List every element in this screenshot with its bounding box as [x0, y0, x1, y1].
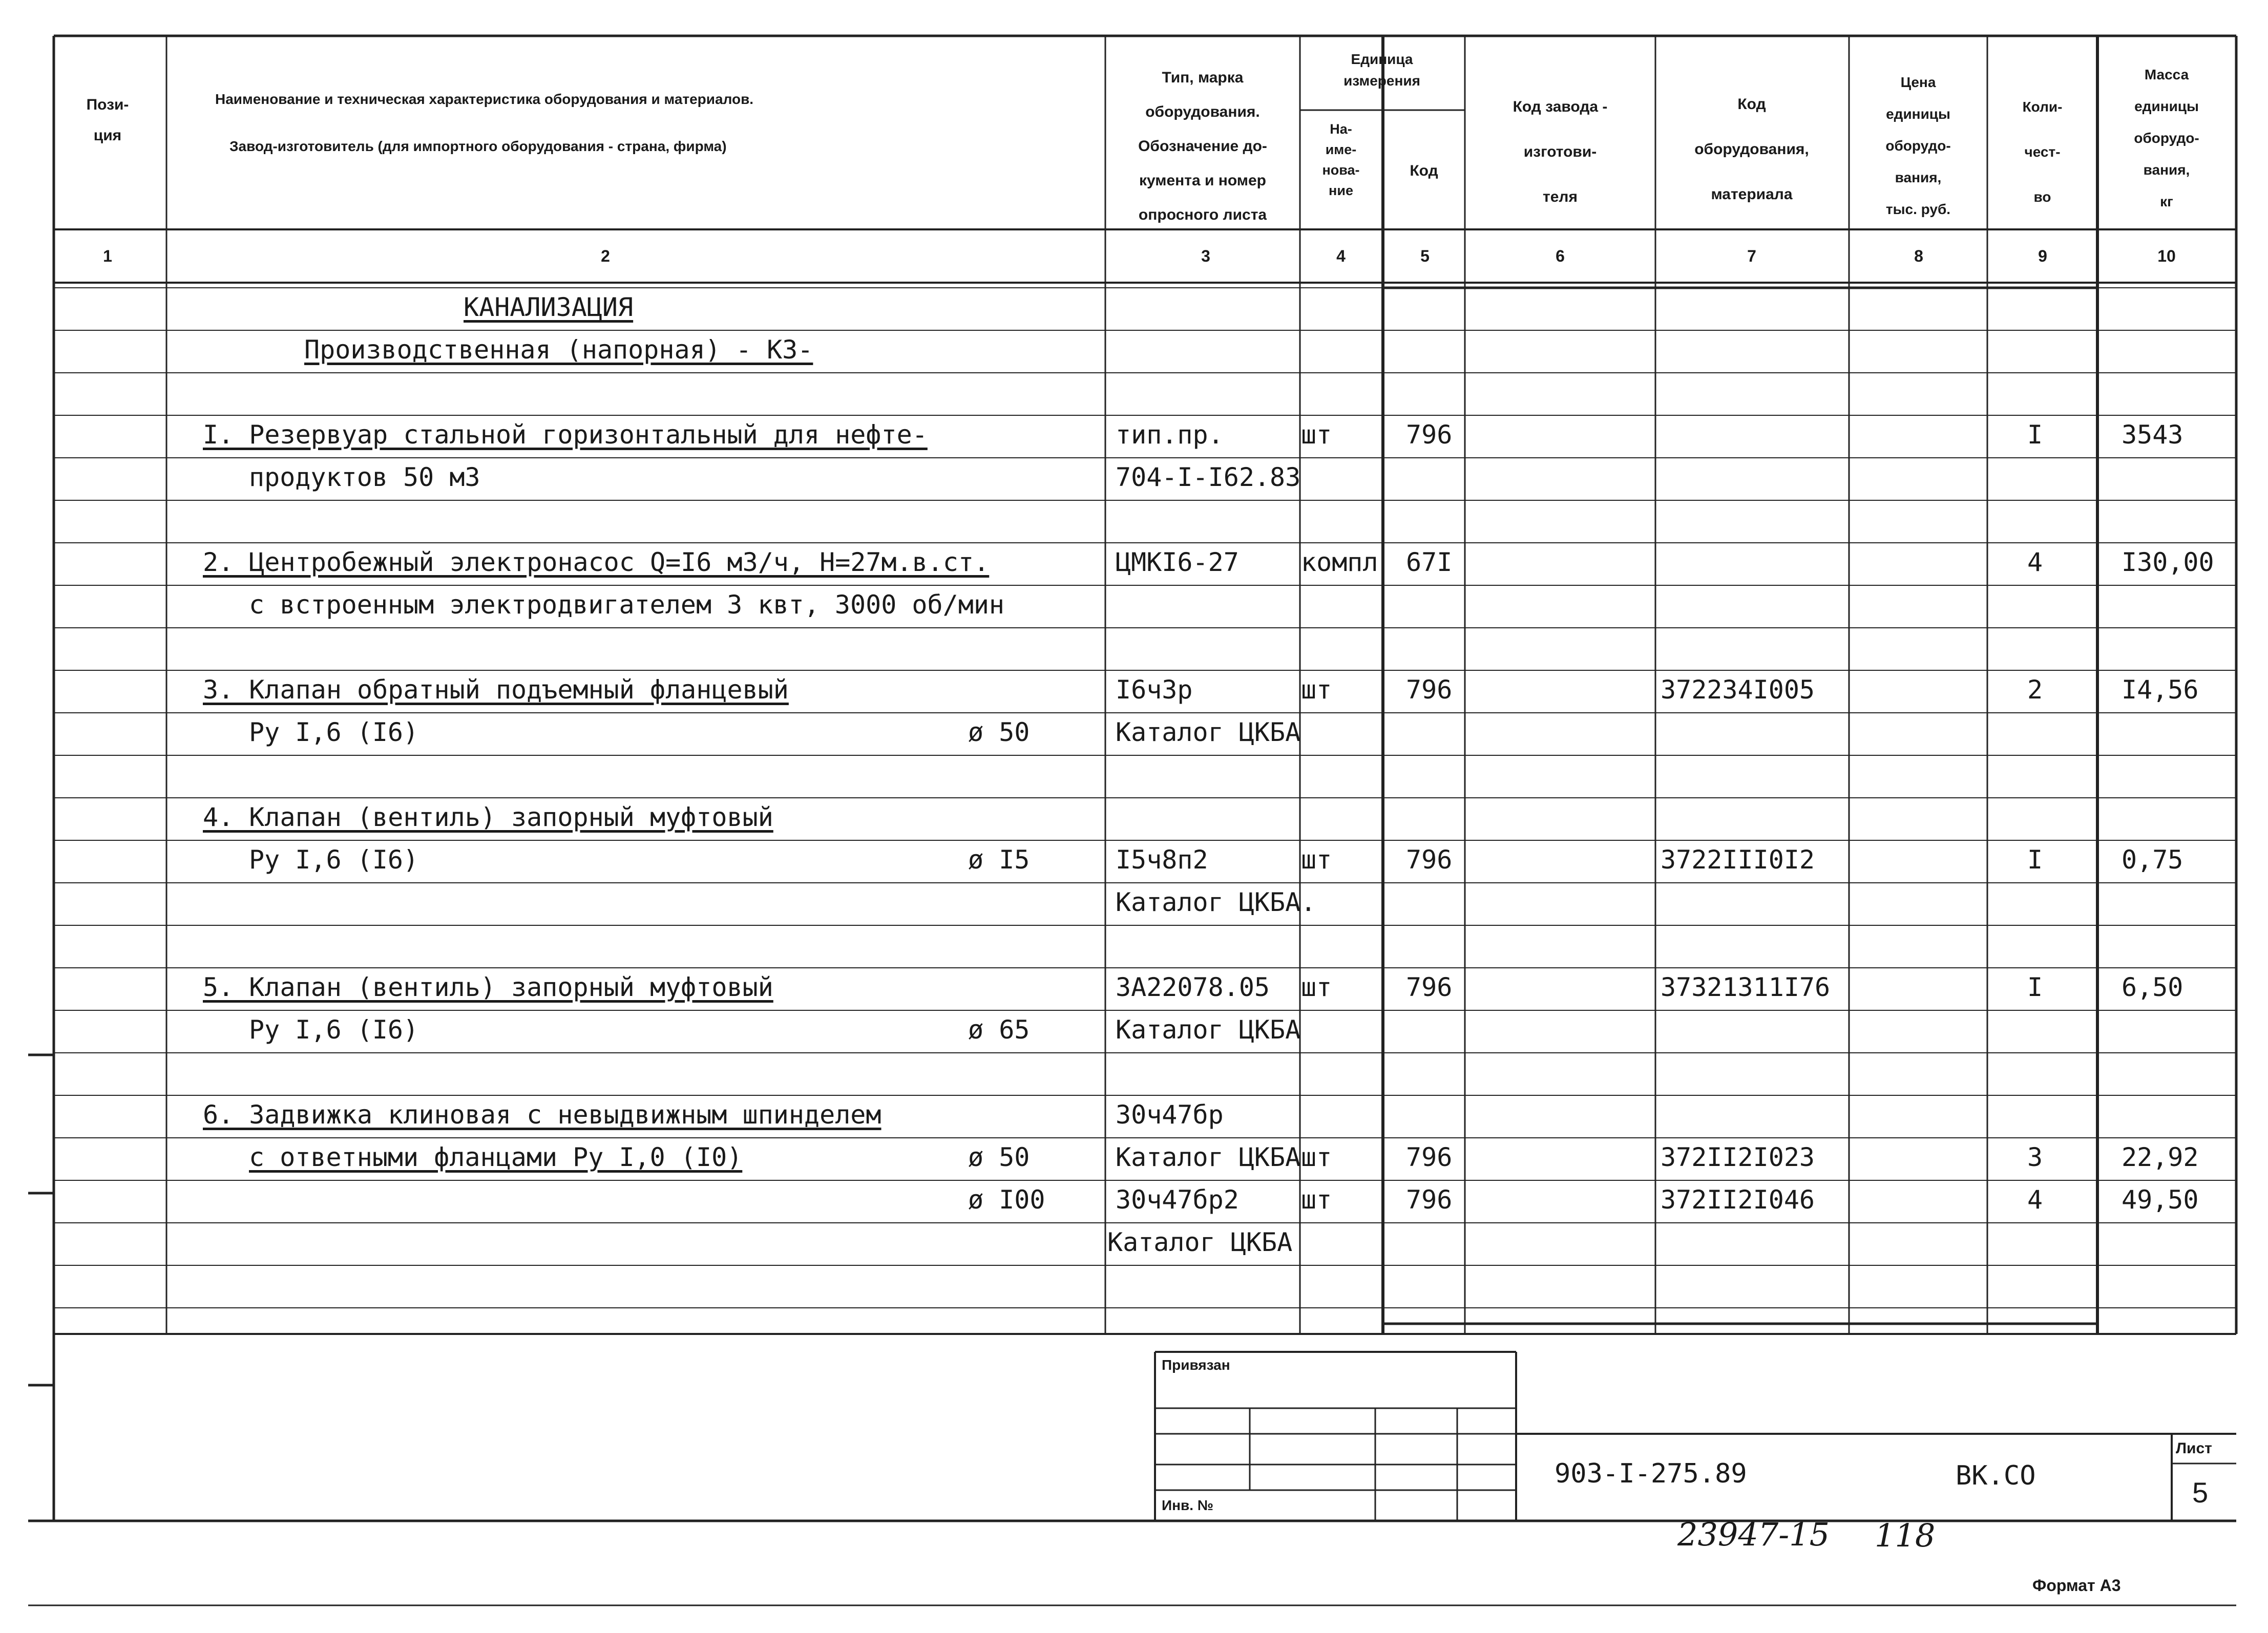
header-mass: Масса единицы оборудо- вания, кг: [2134, 67, 2199, 209]
unit-code: 796: [1406, 1142, 1453, 1172]
unit-name: шт: [1301, 1185, 1332, 1215]
column-number: 5: [1420, 247, 1430, 265]
item-name: с встроенным электродвигателем 3 квт, 3000 об/мин: [249, 590, 1005, 620]
unit-name: шт: [1301, 972, 1332, 1002]
unit-code: 796: [1406, 1185, 1453, 1215]
item-type: ЦМКI6-27: [1116, 547, 1239, 577]
unit-mass: 6,50: [2122, 972, 2183, 1002]
quantity: I: [2027, 972, 2043, 1002]
header-factory-code: Код завода - изготови- теля: [1513, 98, 1608, 205]
unit-mass: 49,50: [2122, 1185, 2199, 1215]
unit-mass: 22,92: [2122, 1142, 2199, 1172]
header-quantity: Коли- чест- во: [2022, 99, 2063, 205]
stamp-privyazan: Привязан: [1162, 1357, 1230, 1373]
quantity: 3: [2027, 1142, 2043, 1172]
item-name: с ответными фланцами Ру I,0 (I0): [249, 1142, 743, 1172]
unit-mass: 0,75: [2122, 845, 2183, 875]
unit-name: компл: [1301, 547, 1378, 577]
item-name: Производственная (напорная) - К3-: [304, 335, 813, 365]
unit-code: 67I: [1406, 547, 1453, 577]
unit-mass: I4,56: [2122, 675, 2199, 705]
column-number: 2: [601, 247, 610, 265]
unit-mass: I30,00: [2122, 547, 2214, 577]
header-name-line1: Наименование и техническая характеристика оборудования и материалов.: [215, 91, 754, 107]
quantity: 4: [2027, 547, 2043, 577]
item-type: Каталог ЦКБА.: [1116, 887, 1316, 917]
item-name: продуктов 50 м3: [249, 462, 480, 492]
header-name-line2: Завод-изготовитель (для импортного оборудования - страна, фирма): [229, 138, 727, 154]
item-name: I. Резервуар стальной горизонтальный для нефте-: [203, 420, 928, 450]
column-number: 4: [1336, 247, 1346, 265]
column-number: 9: [2038, 247, 2047, 265]
header-unit-name: На- име- нова- ние: [1322, 121, 1360, 198]
sheet-label: Лист: [2176, 1440, 2212, 1457]
quantity: I: [2027, 845, 2043, 875]
quantity: 4: [2027, 1185, 2043, 1215]
item-type: Каталог ЦКБА: [1107, 1227, 1293, 1257]
unit-mass: 3543: [2122, 420, 2183, 450]
item-name: 5. Клапан (вентиль) запорный муфтовый: [203, 972, 773, 1002]
item-type: 3А22078.05: [1116, 972, 1270, 1002]
header-price: Цена единицы оборудо- вания, тыс. руб.: [1885, 74, 1951, 217]
item-name: 2. Центробежный электронасос Q=I6 м3/ч, Н=27м.в.ст.: [203, 547, 990, 577]
item-type: Каталог ЦКБА: [1116, 717, 1301, 747]
unit-code: 796: [1406, 675, 1453, 705]
unit-name: шт: [1301, 1142, 1332, 1172]
item-name: Ру I,6 (I6): [249, 1015, 419, 1045]
item-type: Каталог ЦКБА: [1116, 1015, 1301, 1045]
item-type: Каталог ЦКБА: [1116, 1142, 1301, 1172]
sheet-number: 5: [2192, 1476, 2209, 1509]
unit-code: 796: [1406, 972, 1453, 1002]
format-label: Формат А3: [2032, 1576, 2121, 1595]
column-number: 8: [1914, 247, 1923, 265]
unit-name: шт: [1301, 845, 1332, 875]
item-name: КАНАЛИЗАЦИЯ: [464, 292, 634, 322]
unit-code: 796: [1406, 845, 1453, 875]
header-position: Пози- ция: [86, 96, 129, 144]
material-code: 372II2I046: [1661, 1185, 1815, 1215]
item-type: тип.пр.: [1116, 420, 1224, 450]
column-number: 6: [1556, 247, 1565, 265]
item-diameter: ø I00: [968, 1185, 1045, 1215]
document-code: ВК.СО: [1956, 1460, 2036, 1491]
material-code: 3722III0I2: [1661, 845, 1815, 875]
item-diameter: ø 50: [968, 1142, 1030, 1172]
item-type: I6ч3р: [1116, 675, 1193, 705]
item-type: 30ч47бр: [1116, 1100, 1224, 1130]
item-name: Ру I,6 (I6): [249, 845, 419, 875]
unit-code: 796: [1406, 420, 1453, 450]
item-type: 704-I-I62.83: [1116, 462, 1301, 492]
item-type: I5ч8п2: [1116, 845, 1208, 875]
column-number: 7: [1747, 247, 1756, 265]
quantity: 2: [2027, 675, 2043, 705]
item-name: Ру I,6 (I6): [249, 717, 419, 747]
header-unit-code: Код: [1410, 162, 1438, 179]
header-type: Тип, марка оборудования. Обозначение до- кумента и номер опросного листа: [1138, 69, 1267, 223]
material-code: 372234I005: [1661, 675, 1815, 705]
item-name: 6. Задвижка клиновая с невыдвижным шпинделем: [203, 1100, 881, 1130]
item-name: 3. Клапан обратный подъемный фланцевый: [203, 675, 789, 705]
header-material-code: Код оборудования, материала: [1694, 96, 1809, 203]
material-code: 372II2I023: [1661, 1142, 1815, 1172]
column-number: 1: [103, 247, 112, 265]
unit-name: шт: [1301, 675, 1332, 705]
item-type: 30ч47бр2: [1116, 1185, 1239, 1215]
stamp-inventory: Инв. №: [1162, 1497, 1214, 1513]
handwritten-reference: 23947-15: [1677, 1516, 1830, 1553]
handwritten-page: 118: [1875, 1517, 1936, 1554]
column-number: 10: [2157, 247, 2176, 265]
unit-name: шт: [1301, 420, 1332, 450]
material-code: 37321311I76: [1661, 972, 1831, 1002]
header-unit-group: Единица измерения: [1343, 51, 1420, 89]
column-number: 3: [1201, 247, 1210, 265]
document-number: 903-I-275.89: [1555, 1458, 1747, 1489]
item-diameter: ø 50: [968, 717, 1030, 747]
item-name: 4. Клапан (вентиль) запорный муфтовый: [203, 802, 773, 832]
quantity: I: [2027, 420, 2043, 450]
item-diameter: ø I5: [968, 845, 1030, 875]
item-diameter: ø 65: [968, 1015, 1030, 1045]
